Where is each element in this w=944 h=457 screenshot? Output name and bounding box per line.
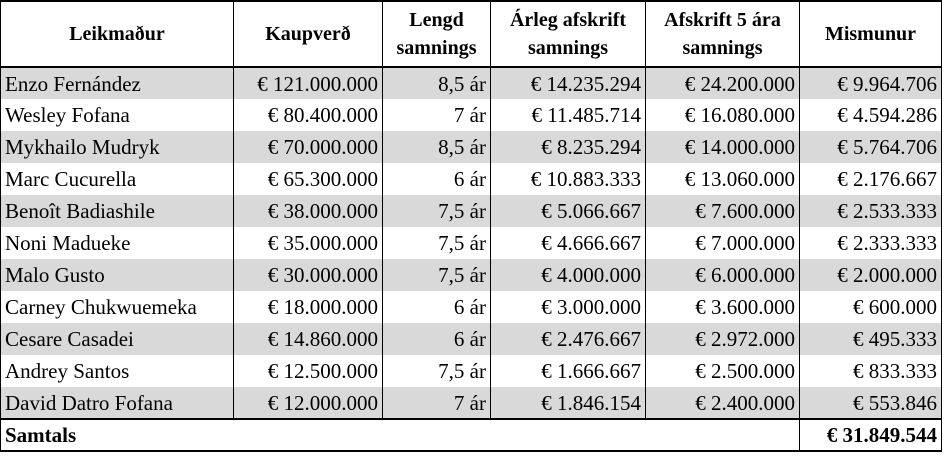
cell-price: € 70.000.000 <box>234 131 383 163</box>
cell-length: 6 ár <box>383 163 491 195</box>
table-header <box>1 1 942 67</box>
cell-player: Noni Madueke <box>1 227 234 259</box>
cell-difference: € 4.594.286 <box>800 99 942 131</box>
cell-five-year: € 6.000.000 <box>646 259 800 291</box>
cell-player: Cesare Casadei <box>1 323 234 355</box>
cell-price: € 121.000.000 <box>234 67 383 99</box>
cell-difference: € 9.964.706 <box>800 67 942 99</box>
header-five-year: Afskrift 5 ára samnings <box>646 1 800 67</box>
cell-difference: € 833.333 <box>800 355 942 387</box>
total-label: Samtals <box>1 419 800 451</box>
cell-length: 7,5 ár <box>383 195 491 227</box>
cell-five-year: € 3.600.000 <box>646 291 800 323</box>
header-length: Lengd samnings <box>383 1 491 67</box>
cell-player: Malo Gusto <box>1 259 234 291</box>
cell-five-year: € 7.000.000 <box>646 227 800 259</box>
cell-player: David Datro Fofana <box>1 387 234 419</box>
cell-price: € 12.000.000 <box>234 387 383 419</box>
cell-five-year: € 7.600.000 <box>646 195 800 227</box>
cell-length: 7,5 ár <box>383 227 491 259</box>
cell-length: 7 ár <box>383 99 491 131</box>
cell-five-year: € 2.500.000 <box>646 355 800 387</box>
table-body <box>1 67 942 419</box>
cell-difference: € 5.764.706 <box>800 131 942 163</box>
cell-length: 8,5 ár <box>383 131 491 163</box>
cell-annual: € 1.846.154 <box>491 387 646 419</box>
cell-price: € 35.000.000 <box>234 227 383 259</box>
cell-five-year: € 2.400.000 <box>646 387 800 419</box>
cell-length: 7 ár <box>383 387 491 419</box>
cell-price: € 38.000.000 <box>234 195 383 227</box>
header-row <box>1 1 942 67</box>
cell-difference: € 2.000.000 <box>800 259 942 291</box>
cell-player: Marc Cucurella <box>1 163 234 195</box>
table-row <box>1 355 942 387</box>
cell-length: 8,5 ár <box>383 67 491 99</box>
cell-length: 7,5 ár <box>383 355 491 387</box>
cell-price: € 65.300.000 <box>234 163 383 195</box>
table-row <box>1 67 942 99</box>
cell-player: Enzo Fernández <box>1 67 234 99</box>
table-row <box>1 131 942 163</box>
header-difference: Mismunur <box>800 1 942 67</box>
cell-player: Carney Chukwuemeka <box>1 291 234 323</box>
cell-annual: € 1.666.667 <box>491 355 646 387</box>
cell-annual: € 3.000.000 <box>491 291 646 323</box>
header-price: Kaupverð <box>234 1 383 67</box>
cell-price: € 18.000.000 <box>234 291 383 323</box>
cell-player: Andrey Santos <box>1 355 234 387</box>
cell-difference: € 600.000 <box>800 291 942 323</box>
cell-annual: € 14.235.294 <box>491 67 646 99</box>
cell-price: € 30.000.000 <box>234 259 383 291</box>
table-row <box>1 195 942 227</box>
cell-length: 6 ár <box>383 323 491 355</box>
table-row <box>1 291 942 323</box>
cell-five-year: € 24.200.000 <box>646 67 800 99</box>
table-footer <box>1 419 942 451</box>
cell-price: € 80.400.000 <box>234 99 383 131</box>
table-row <box>1 387 942 419</box>
cell-price: € 14.860.000 <box>234 323 383 355</box>
cell-five-year: € 2.972.000 <box>646 323 800 355</box>
cell-length: 7,5 ár <box>383 259 491 291</box>
table-row <box>1 163 942 195</box>
cell-annual: € 10.883.333 <box>491 163 646 195</box>
cell-annual: € 4.666.667 <box>491 227 646 259</box>
cell-difference: € 2.333.333 <box>800 227 942 259</box>
cell-player: Benoît Badiashile <box>1 195 234 227</box>
cell-annual: € 11.485.714 <box>491 99 646 131</box>
cell-annual: € 5.066.667 <box>491 195 646 227</box>
cell-player: Wesley Fofana <box>1 99 234 131</box>
cell-five-year: € 13.060.000 <box>646 163 800 195</box>
header-player: Leikmaður <box>1 1 234 67</box>
cell-length: 6 ár <box>383 291 491 323</box>
cell-five-year: € 16.080.000 <box>646 99 800 131</box>
table-row <box>1 259 942 291</box>
cell-difference: € 553.846 <box>800 387 942 419</box>
total-value: € 31.849.544 <box>800 419 942 451</box>
cell-annual: € 4.000.000 <box>491 259 646 291</box>
table-row <box>1 323 942 355</box>
cell-five-year: € 14.000.000 <box>646 131 800 163</box>
cell-player: Mykhailo Mudryk <box>1 131 234 163</box>
cell-annual: € 2.476.667 <box>491 323 646 355</box>
cell-annual: € 8.235.294 <box>491 131 646 163</box>
cell-difference: € 2.176.667 <box>800 163 942 195</box>
cell-price: € 12.500.000 <box>234 355 383 387</box>
cell-difference: € 495.333 <box>800 323 942 355</box>
cell-difference: € 2.533.333 <box>800 195 942 227</box>
header-annual: Árleg afskrift samnings <box>491 1 646 67</box>
table-row <box>1 227 942 259</box>
total-row <box>1 419 942 451</box>
table-row <box>1 99 942 131</box>
